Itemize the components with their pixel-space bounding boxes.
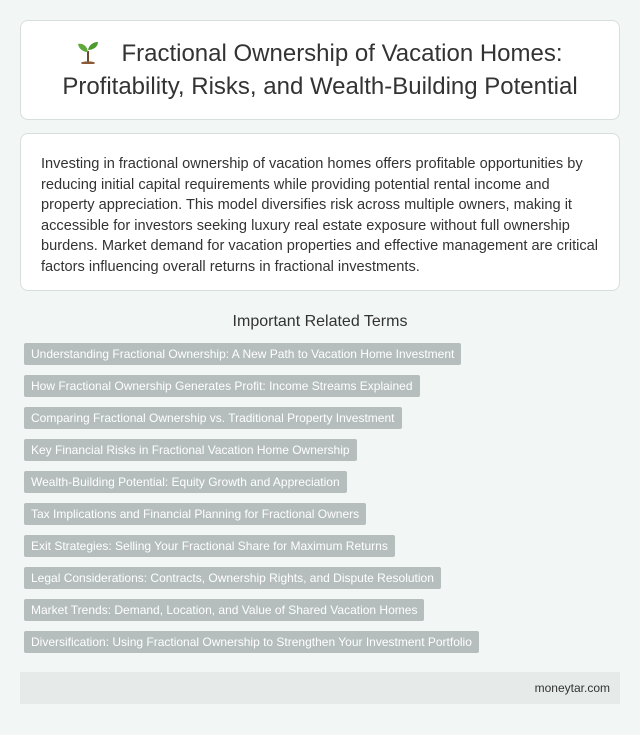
list-item [24,535,479,557]
term-tag[interactable]: Wealth-Building Potential: Equity Growth and Appreciation [24,471,347,493]
term-tag[interactable]: Market Trends: Demand, Location, and Value of Shared Vacation Homes [24,599,424,621]
page-title-text: Fractional Ownership of Vacation Homes: Profitability, Risks, and Wealth-Building Potential [62,39,578,100]
list-item [24,631,479,653]
summary-card [20,133,620,291]
footer [20,672,620,704]
list-item [24,439,479,461]
list-item [24,407,479,429]
term-tag[interactable]: Key Financial Risks in Fractional Vacation Home Ownership [24,439,357,461]
footer-site-link[interactable]: moneytar.com [534,681,610,695]
related-terms-list [24,343,479,663]
list-item [24,375,479,397]
term-tag[interactable]: Exit Strategies: Selling Your Fractional Share for Maximum Returns [24,535,395,557]
list-item [24,567,479,589]
term-tag[interactable]: How Fractional Ownership Generates Profit: Income Streams Explained [24,375,420,397]
term-tag[interactable]: Understanding Fractional Ownership: A New Path to Vacation Home Investment [24,343,461,365]
list-item [24,471,479,493]
seedling-icon [77,40,99,72]
related-terms-heading: Important Related Terms [232,313,408,330]
summary-text: Investing in fractional ownership of vacation homes offers profitable opportunities by reducing initial capital requirements while providing potential rental income and property appreciation. This model diversifies risk across multiple owners, making it accessible for investors seeking luxury real estate exposure without full ownership burdens. Market demand for vacation properties and effective management are critical factors influencing overall returns in fractional investments. [41,156,599,275]
list-item [24,343,479,365]
term-tag[interactable]: Comparing Fractional Ownership vs. Traditional Property Investment [24,407,402,429]
page-title [21,39,619,102]
title-card [20,20,620,120]
list-item [24,599,479,621]
term-tag[interactable]: Tax Implications and Financial Planning for Fractional Owners [24,503,366,525]
list-item [24,503,479,525]
term-tag[interactable]: Diversification: Using Fractional Ownership to Strengthen Your Investment Portfolio [24,631,479,653]
term-tag[interactable]: Legal Considerations: Contracts, Ownership Rights, and Dispute Resolution [24,567,441,589]
